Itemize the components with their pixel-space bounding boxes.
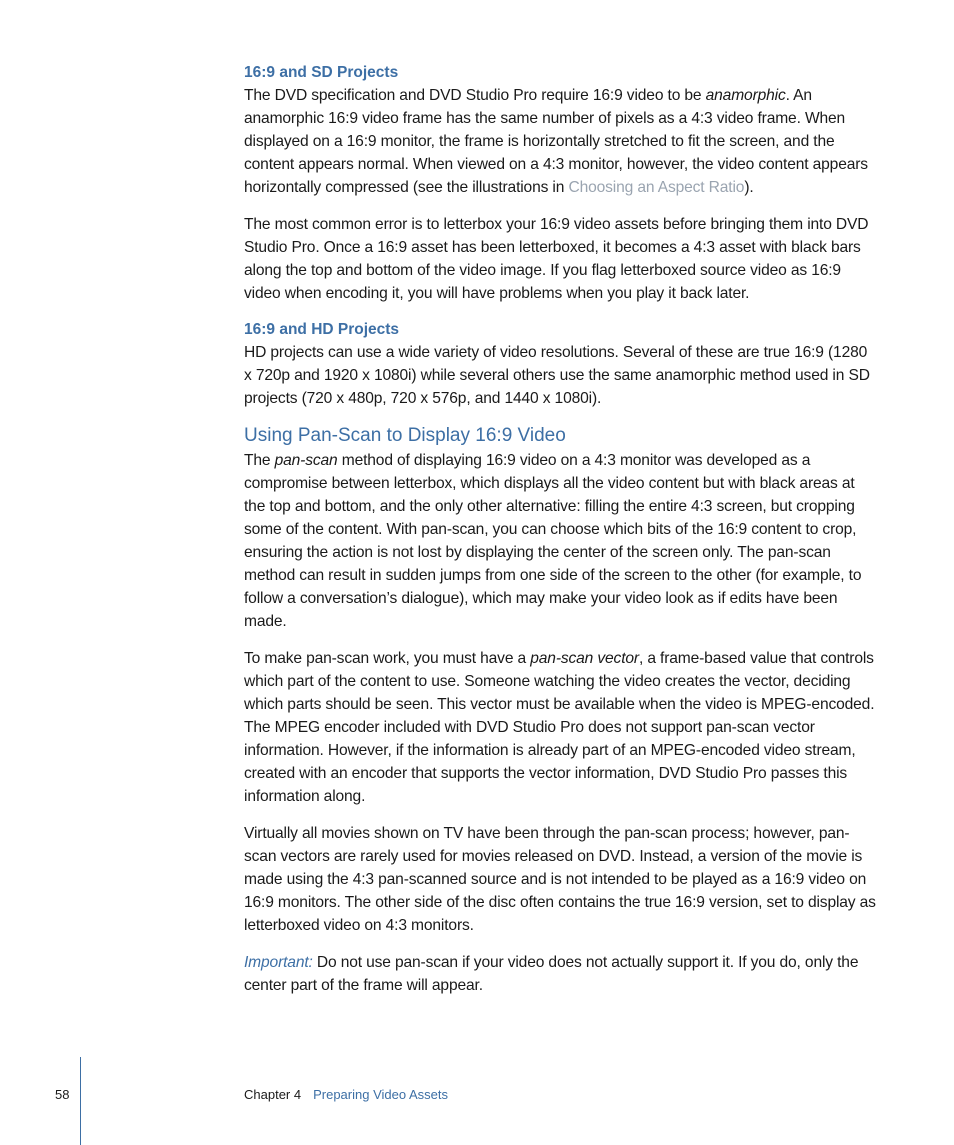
chapter-title: Preparing Video Assets (313, 1087, 448, 1102)
heading-sd-projects: 16:9 and SD Projects (244, 64, 399, 81)
text-run: ). (744, 179, 754, 196)
footer-divider (80, 1057, 81, 1145)
important-label: Important: (244, 954, 313, 971)
page-content (244, 61, 876, 997)
text-run: The (244, 452, 275, 469)
chapter-label: Chapter 4 (244, 1087, 302, 1102)
important-text: Do not use pan-scan if your video does not actually support it. If you do, only the center part of the frame will appear. (244, 954, 859, 994)
heading-pan-scan: Using Pan-Scan to Display 16:9 Video (244, 425, 566, 446)
paragraph-sd-letterbox-error: The most common error is to letterbox your 16:9 video assets before bringing them into DVD Studio Pro. Once a 16:9 asset has been letterboxed, it becomes a 4:3 asset with black bars along the top and bottom of the video image. If you flag letterboxed source video as 16:9 video when encoding it, you will have problems when you play it back later. (244, 216, 869, 302)
term-pan-scan: pan-scan (274, 452, 338, 469)
footer-chapter (244, 1087, 448, 1102)
text-run: , a frame-based value that controls which part of the content to use. Someone watching the video creates the vector, deciding which parts should be seen. This vector must be available when the video is MPEG-encoded. The MPEG encoder included with DVD Studio Pro does not support pan-scan vector information. However, if the information is already part of an MPEG-encoded video stream, created with an encoder that supports the vector information, DVD Studio Pro passes this information along. (244, 650, 875, 805)
paragraph-sd-anamorphic (244, 84, 876, 199)
link-choosing-aspect-ratio[interactable]: Choosing an Aspect Ratio (568, 179, 745, 196)
paragraph-pan-scan-method (244, 449, 876, 633)
heading-hd-projects: 16:9 and HD Projects (244, 321, 400, 338)
text-run: The DVD specification and DVD Studio Pro require 16:9 video to be (244, 87, 706, 104)
paragraph-pan-scan-tv: Virtually all movies shown on TV have been through the pan-scan process; however, pan-scan vectors are rarely used for movies released on DVD. Instead, a version of the movie is made using the 4:3 pan-scanned source and is not intended to be played as a 16:9 video on 16:9 monitors. The other side of the disc often contains the true 16:9 version, set to display as letterboxed video on 4:3 monitors. (244, 825, 876, 934)
text-run: To make pan-scan work, you must have a (244, 650, 531, 667)
note-important (244, 951, 876, 997)
page-number: 58 (55, 1087, 70, 1102)
term-anamorphic: anamorphic (705, 87, 786, 104)
text-run: method of displaying 16:9 video on a 4:3 monitor was developed as a compromise between letterbox, which displays all the video content but with black areas at the top and bottom, and the only other alternative: filling the entire 4:3 screen, but cropping some of the content. With pan-scan, you can choose which bits of the 16:9 content to crop, ensuring the action is not lost by displaying the center of the screen only. The pan-scan method can result in sudden jumps from one side of the screen to the other (for example, to follow a conversation’s dialogue), which may make your video look as if edits have been made. (244, 452, 862, 630)
paragraph-pan-scan-vector (244, 647, 876, 808)
paragraph-hd-resolutions: HD projects can use a wide variety of video resolutions. Several of these are true 16:9 (1280 x 720p and 1920 x 1080i) while several others use the same anamorphic method used in SD projects (720 x 480p, 720 x 576p, and 1440 x 1080i). (244, 344, 870, 407)
text-run: . An anamorphic 16:9 video frame has the same number of pixels as a 4:3 video frame. When displayed on a 16:9 monitor, the frame is horizontally stretched to fit the screen, and the content appears normal. When viewed on a 4:3 monitor, however, the video content appears horizontally compressed (see the illustrations in (244, 87, 868, 196)
term-pan-scan-vector: pan-scan vector (530, 650, 639, 667)
